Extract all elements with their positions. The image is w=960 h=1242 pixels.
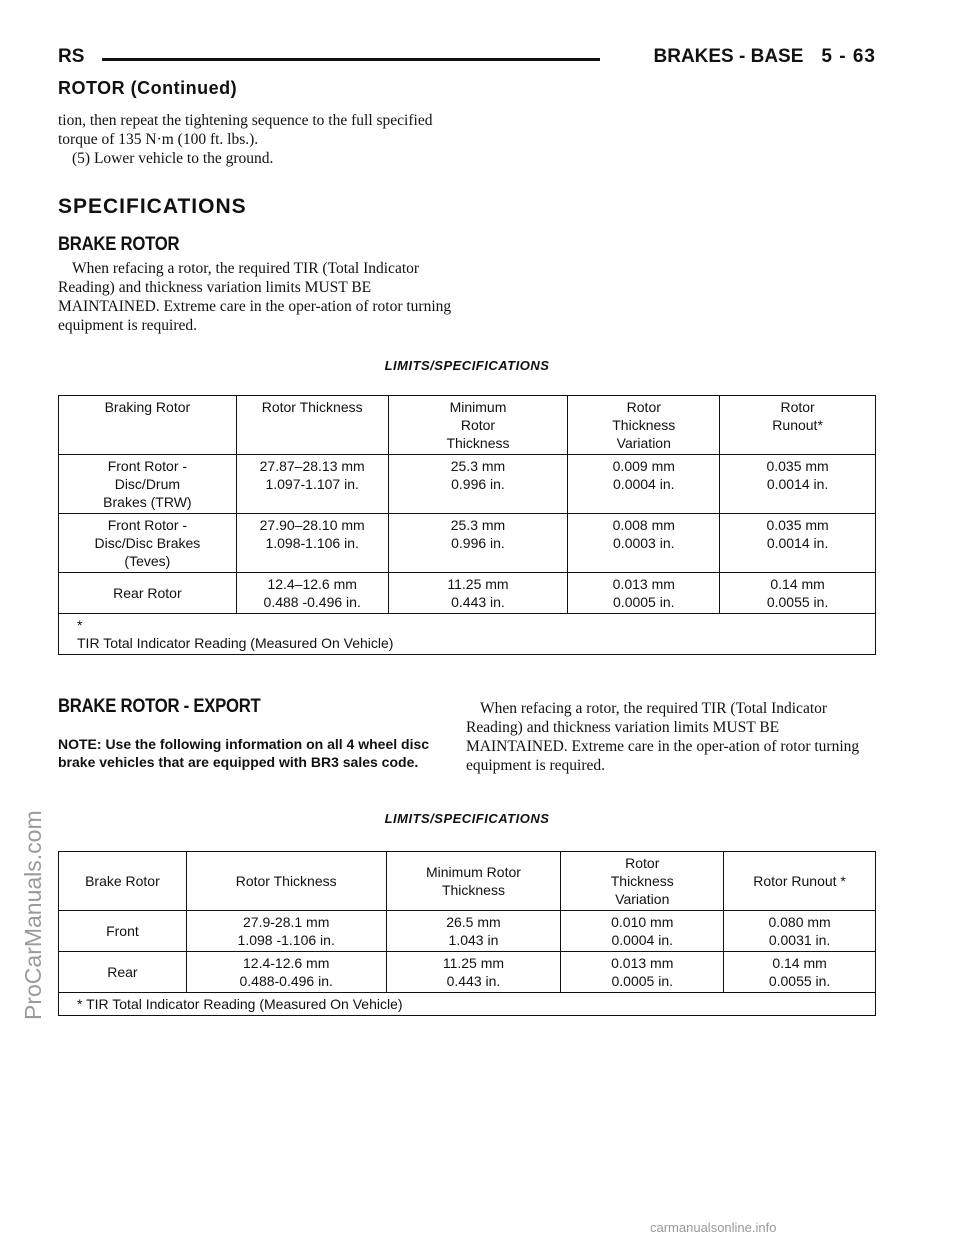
page-header [58,46,876,72]
table-cell: Front Rotor - Disc/Drum Brakes (TRW) [59,455,237,514]
table-cell: 12.4-12.6 mm 0.488-0.496 in. [186,952,386,993]
header-model-code: RS [58,46,85,67]
brake-rotor-text: When refacing a rotor, the required TIR (Total Indicator Reading) and thickness variation limits MUST BE MAINTAINED. Extreme care in the oper-ation of rotor turning equipment is required. [58,260,452,334]
column-header: Rotor Thickness [236,396,388,455]
table-row [59,952,876,993]
footer-watermark: carmanualsonline.info [650,1220,777,1235]
table-cell: 12.4–12.6 mm 0.488 -0.496 in. [236,573,388,614]
column-header: Rotor Runout* [720,396,876,455]
table-cell: 27.87–28.13 mm 1.097-1.107 in. [236,455,388,514]
table-header-row [59,852,876,911]
column-header: Minimum Rotor Thickness [386,852,561,911]
table-row [59,514,876,573]
table-cell: 27.90–28.10 mm 1.098-1.106 in. [236,514,388,573]
column-header: Minimum Rotor Thickness [388,396,568,455]
table-cell: 0.14 mm 0.0055 in. [720,573,876,614]
table-cell: 0.035 mm 0.0014 in. [720,514,876,573]
table-cell: 0.080 mm 0.0031 in. [724,911,876,952]
continued-heading: ROTOR (Continued) [58,78,238,98]
table-header-row [59,396,876,455]
table-footnote-row [59,993,876,1016]
table-cell: Front [59,911,187,952]
brake-rotor-heading: BRAKE ROTOR [58,234,180,255]
export-spec-table [58,851,876,1016]
table-cell: 0.013 mm 0.0005 in. [568,573,720,614]
header-section-title: BRAKES - BASE [653,46,804,67]
header-rule [102,58,600,61]
column-header: Rotor Thickness Variation [561,852,724,911]
table-cell: 0.035 mm 0.0014 in. [720,455,876,514]
intro-line-1: tion, then repeat the tightening sequence to the full specified torque of 135 N·m (100 ft. lbs.). [58,112,433,148]
intro-text [58,111,458,168]
table-cell: Rear Rotor [59,573,237,614]
table-cell: Rear [59,952,187,993]
export-note: NOTE: Use the following information on all 4 wheel disc brake vehicles that are equipped with BR3 sales code. [58,736,430,770]
table-cell: 11.25 mm 0.443 in. [388,573,568,614]
table-cell: 11.25 mm 0.443 in. [386,952,561,993]
table-cell: 0.010 mm 0.0004 in. [561,911,724,952]
table-cell: 26.5 mm 1.043 in [386,911,561,952]
table-cell: 0.008 mm 0.0003 in. [568,514,720,573]
table-cell: 0.14 mm 0.0055 in. [724,952,876,993]
column-header: Braking Rotor [59,396,237,455]
table-row [59,911,876,952]
table-cell: 0.013 mm 0.0005 in. [561,952,724,993]
export-table-title: LIMITS/SPECIFICATIONS [384,811,550,826]
column-header: Rotor Thickness [186,852,386,911]
table-cell: Front Rotor - Disc/Disc Brakes (Teves) [59,514,237,573]
table-row [59,455,876,514]
column-header: Rotor Thickness Variation [568,396,720,455]
table-cell: 25.3 mm 0.996 in. [388,514,568,573]
side-watermark: ProCarManuals.com [20,810,46,1020]
brake-rotor-spec-table [58,395,876,655]
specifications-heading: SPECIFICATIONS [58,195,247,218]
table-cell: 25.3 mm 0.996 in. [388,455,568,514]
header-section [654,46,877,68]
brake-rotor-export-heading: BRAKE ROTOR - EXPORT [58,696,261,717]
table-cell: 27.9-28.1 mm 1.098 -1.106 in. [186,911,386,952]
column-header: Brake Rotor [59,852,187,911]
brake-rotor-table-title: LIMITS/SPECIFICATIONS [384,358,550,373]
table-cell: 0.009 mm 0.0004 in. [568,455,720,514]
table-footnote-row [59,614,876,655]
column-header: Rotor Runout * [724,852,876,911]
page-number: 5 - 63 [821,46,876,67]
table-row [59,573,876,614]
table-footnote: * TIR Total Indicator Reading (Measured On Vehicle) [59,614,876,655]
table-footnote: * TIR Total Indicator Reading (Measured On Vehicle) [59,993,876,1016]
export-text: When refacing a rotor, the required TIR (Total Indicator Reading) and thickness variation limits MUST BE MAINTAINED. Extreme care in the oper-ation of rotor turning equipment is required. [466,700,860,774]
intro-line-2: (5) Lower vehicle to the ground. [72,150,274,167]
